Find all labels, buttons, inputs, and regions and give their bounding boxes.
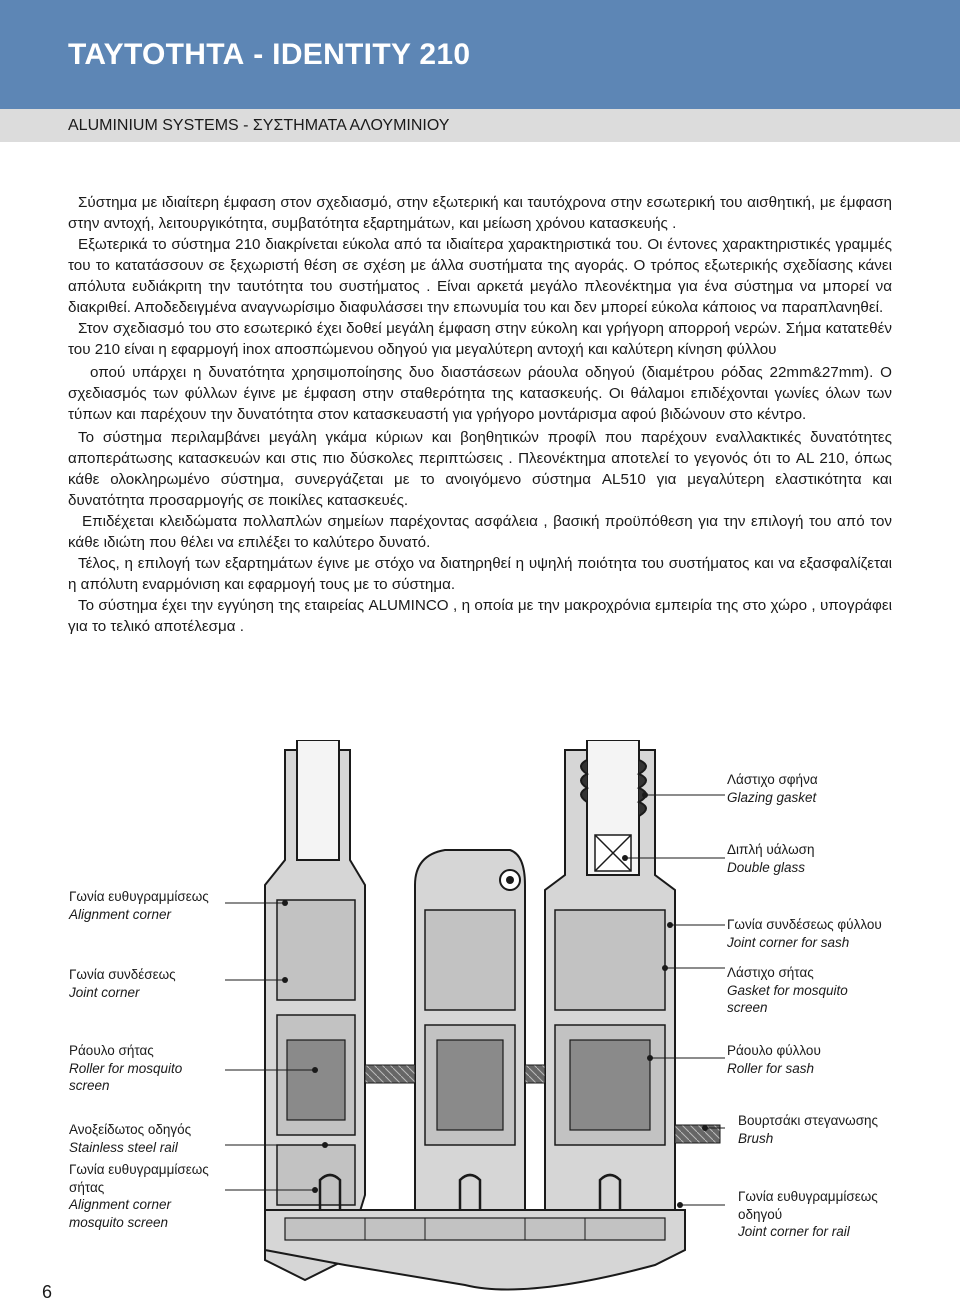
body-text [68,192,892,637]
right-sash-chamber [555,910,665,1010]
brush-seal [525,1065,545,1083]
paragraph: Το σύστημα έχει την εγγύηση της εταιρείας ALUMINCO , η οποία με την μακροχρόνια εμπειρία της στο χώρο , υπογράφει για το τελικό αποτέλεσμα . [68,597,892,635]
label-stainless-rail: Ανοξείδωτος οδηγός Stainless steel rail [69,1122,192,1155]
paragraph: Στον σχεδιασμό του στο εσωτερικό έχει δοθεί μεγάλη έμφαση στην εύκολη και γρήγορη απορροή νερών. Σήμα κατατεθέν του 210 είναι η εφαρμογή inox αποσπώμενου οδηγού για μεγαλύτερη αντοχή και καλύτερη κίνηση φύλλου [68,320,892,358]
brush-seal [365,1065,415,1083]
label-gasket-mosquito-screen: Λάστιχο σήτας Gasket for mosquito screen [727,965,848,1015]
paragraph: Επιδέχεται κλειδώματα πολλαπλών σημείων παρέχοντας ασφάλεια , βασική προϋπόθεση για την επιλογή του από τον κάθε ιδιώτη που θέλει να επιλέξει το καλύτερο δυνατό. [68,513,892,551]
label-glazing-gasket: Λάστιχο σφήνα Glazing gasket [727,772,818,805]
paragraph: οπού υπάρχει η δυνατότητα χρησιμοποίησης δυο διαστάσεων ράουλα οδηγού (διαμέτρου ρόδας 22mm&27mm). Ο σχεδιασμός των φύλλων έγινε με έμφαση στην σταθερότητα της κατασκευής. Οι θάλαμοι επιδέχονται γωνίες όλων των τύπων και παρέχουν την δυνατότητα στον κατασκευαστή για γρήγορο μοντάρισμα αφού βιδώνουν στο κέντρο. [68,364,892,423]
label-alignment-corner-screen: Γωνία ευθυγραμμίσεως σήτας Alignment corner mosquito screen [69,1162,209,1230]
cross-section-diagram [225,740,725,1300]
label-joint-corner: Γωνία συνδέσεως Joint corner [69,967,176,1000]
label-double-glass: Διπλή υάλωση Double glass [727,842,815,875]
left-sash-glass [297,740,339,860]
middle-roller [437,1040,503,1130]
page-subtitle: ALUMINIUM SYSTEMS - ΣΥΣΤΗΜΑΤΑ ΑΛΟΥΜΙΝΙΟΥ [68,117,450,134]
label-joint-corner-rail: Γωνία ευθυγραμμίσεως οδηγού Joint corner for rail [738,1189,878,1239]
label-brush: Βουρτσάκι στεγανωσης Brush [738,1113,879,1146]
right-roller [570,1040,650,1130]
rail-chamber [285,1218,665,1240]
glazing-gasket [581,760,587,802]
page-title: ΤΑΥΤΟΤΗΤΑ - IDENTITY 210 [68,38,471,71]
paragraph: Τέλος, η επιλογή των εξαρτημάτων έγινε με στόχο να διατηρηθεί η υψηλή ποιότητα του συστήματος και να εξασφαλίζεται η απόλυτη εναρμόνιση και εφαρμογή τους με το σύστημα. [68,555,892,593]
paragraph: Το σύστημα περιλαμβάνει μεγάλη γκάμα κύριων και βοηθητικών προφίλ που παρέχουν εναλλακτικές δυνατότητες αποπεράτωσης κατασκευών και στις πιο δύσκολες περιπτώσεις . Πλεονέκτημα αποτελεί το γεγονός ότι το AL 210, όπως κάθε ολοκληρωμένο σύστημα, συνεργάζεται με το ανοιγόμενο σύστημα AL510 για μεγαλύτερη ελαστικότητα και δυνατότητα προσαρμογής σε ποικίλες κατασκευές. [68,429,892,509]
label-joint-corner-sash: Γωνία συνδέσεως φύλλου Joint corner for sash [727,917,882,950]
paragraph: Σύστημα με ιδιαίτερη έμφαση στον σχεδιασμό, στην εξωτερική και ταυτόχρονα στην εσωτερική του αισθητική, με έμφαση στην αντοχή, λειτουργικότητα, συμβατότητα εξαρτημάτων, και μείωση χρόνου κατασκευής . [68,194,892,232]
left-frame-insert [287,1040,345,1120]
label-alignment-corner: Γωνία ευθυγραμμίσεως Alignment corner [69,889,209,922]
label-roller-mosquito-screen: Ράουλο σήτας Roller for mosquito screen [69,1043,183,1093]
label-roller-sash: Ράουλο φύλλου Roller for sash [727,1043,821,1076]
left-frame-chamber [277,1145,355,1205]
middle-sash-chamber [425,910,515,1010]
left-frame-chamber [277,900,355,1000]
page-number: 6 [42,1282,53,1302]
paragraph: Εξωτερικά το σύστημα 210 διακρίνεται εύκολα από τα ιδιαίτερα χαρακτηριστικά του. Οι έντονες χαρακτηριστικές γραμμές του το κατατάσσουν σε ξεχωριστή θέση σε σχέση με άλλα συστήματα της αγοράς. Ο τρόπος εξωτερικής σχεδίασης κάνει απόλυτα ευδιάκριτη την ταυτότητα του συστήματος . Είναι αρκετά μεγάλο πλεονέκτημα για ένα σύστημα να μπορεί να διακριθεί. Αποδεδειγμένα αναγνωρίσιμο διαφυλάσσει την επωνυμία του και δεν μπορεί εύκολα κάποιος να παραπλανηθεί. [68,236,892,316]
